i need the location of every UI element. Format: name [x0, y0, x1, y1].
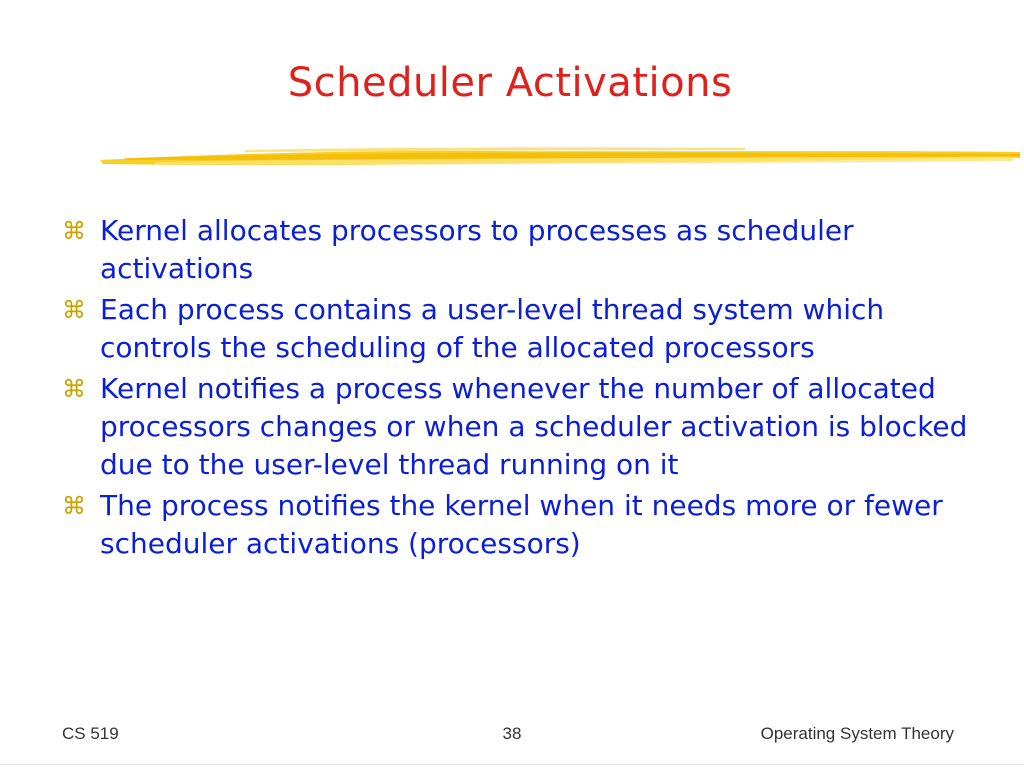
bullet-item	[62, 291, 972, 367]
bottom-divider	[0, 764, 1024, 765]
bullet-item	[62, 370, 972, 484]
bullet-item	[62, 212, 972, 288]
footer-page-number: 38	[502, 724, 522, 743]
slide-title-text: Scheduler Activations	[287, 60, 733, 106]
bullet-item	[62, 487, 972, 563]
slide-title	[0, 60, 1020, 106]
bullet-icon: ⌘	[62, 492, 86, 520]
footer-course-title: Operating System Theory	[760, 724, 954, 743]
footer-course: CS 519	[62, 724, 119, 743]
bullet-text: Each process contains a user-level thread system which controls the scheduling of the allocated processors	[100, 293, 885, 364]
bullet-text: The process notifies the kernel when it needs more or fewer scheduler activations (processors)	[100, 489, 943, 560]
bullet-text: Kernel notifies a process whenever the number of allocated processors changes or when a scheduler activation is blocked due to the user-level thread running on it	[100, 372, 968, 481]
bullet-icon: ⌘	[62, 296, 86, 324]
bullet-list	[62, 212, 972, 566]
title-underline-brush-stroke	[95, 138, 1024, 178]
bullet-icon: ⌘	[62, 217, 86, 245]
bullet-text: Kernel allocates processors to processes as scheduler activations	[100, 214, 854, 285]
bullet-icon: ⌘	[62, 375, 86, 403]
